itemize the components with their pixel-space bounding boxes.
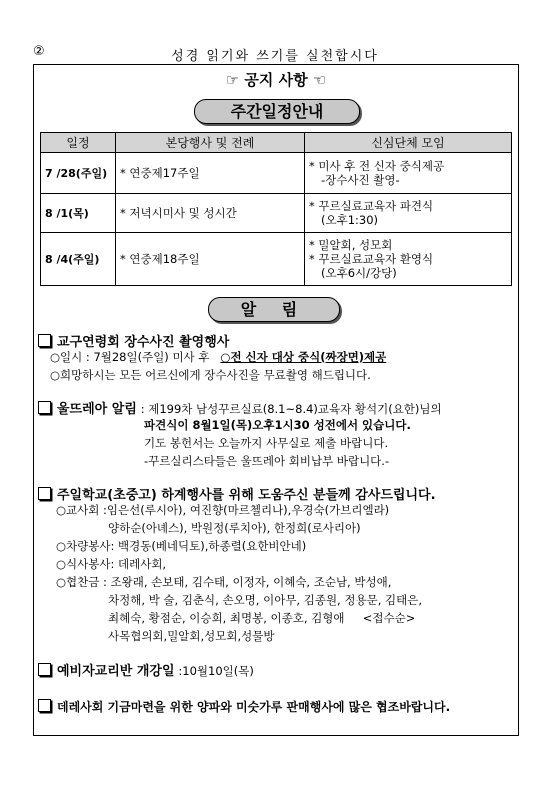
thanks-line: 차정해, 박 술, 김춘식, 손오명, 이아무, 김종원, 정용문, 김태은,: [108, 593, 422, 607]
checkbox-icon: [38, 487, 51, 500]
ultreya-line: -꾸르실리스타들은 울뜨레아 회비납부 바랍니다.-: [144, 454, 390, 468]
row-group: [305, 233, 512, 286]
group-line: -장수사진 촬영-: [321, 173, 400, 187]
row-date: 8 /1(목): [41, 194, 116, 233]
photo-note: ○희망하시는 모든 어르신에게 장수사진을 무료촬영 해드립니다.: [50, 368, 371, 382]
checkbox-icon: [38, 663, 51, 676]
group-line: * 미사 후 전 신자 중식제공: [309, 159, 445, 173]
thanks-line: ○교사회 :임은선(루시아), 여진향(마르첼리나),우경숙(가브리엘라): [56, 503, 390, 517]
row-group: [305, 153, 512, 194]
section-title: 예비자교리반 개강일: [57, 664, 175, 679]
col-header-event: 본당행사 및 전례: [116, 133, 305, 153]
section-title: 주일학교(초중고) 하계행사를 위해 도움주신 분들께 감사드립니다.: [57, 488, 436, 503]
row-event: * 연중제18주일: [116, 233, 305, 286]
row-date: 8 /4(주일): [41, 233, 116, 286]
section-thanks: [38, 484, 436, 503]
weekly-schedule-title: 주간일정안내: [194, 99, 360, 124]
section-teresa: [38, 698, 450, 715]
ultreya-line: : 제199차 남성꾸르실료(8.1~8.4)교육자 황석기(요한)님의: [140, 402, 442, 416]
section-photo-title: [38, 331, 229, 350]
col-header-group: 신심단체 모임: [305, 133, 512, 153]
checkbox-icon: [38, 334, 51, 347]
checkbox-icon: [38, 699, 51, 712]
donor-names: 최혜숙, 황점순, 이승희, 최명봉, 이종호, 김형애: [108, 611, 345, 625]
photo-date: ○일시 : 7월28일(주일) 미사 후: [50, 350, 210, 364]
row-date: 7 /28(주일): [41, 153, 116, 194]
order-note: <접수순>: [362, 611, 416, 625]
ultreya-line: 파견식이 8월1일(목)오후1시30 성전에서 있습니다.: [144, 418, 411, 432]
thanks-line: ○식사봉사: 데레사회,: [56, 557, 167, 571]
section-ultreya: [38, 398, 442, 417]
thanks-line: ○차량봉사: 백경동(베네딕토),하종렬(요한비안네): [56, 539, 307, 553]
table-row: [41, 153, 512, 194]
catechumen-date: :10월10일(목): [178, 664, 254, 678]
row-group: [305, 194, 512, 233]
col-header-date: 일정: [41, 133, 116, 153]
table-row: [41, 194, 512, 233]
section-title: 데레사회 기금마련을 위한 양파와 미숫가루 판매행사에 많은 협조바랍니다.: [57, 700, 451, 714]
announcement-title: 알 림: [208, 297, 340, 322]
section-photo-line: [50, 349, 386, 365]
section-title: 교구연령회 장수사진 촬영행사: [57, 335, 230, 350]
notice-title: ☞ 공지 사항 ☜: [225, 71, 327, 89]
page-header: 성경 읽기와 쓰기를 실천합시다: [171, 49, 379, 64]
thanks-line: [108, 610, 415, 626]
section-catechumen: [38, 660, 254, 679]
row-event: * 저녁시미사 및 성시간: [116, 194, 305, 233]
row-event: * 연중제17주일: [116, 153, 305, 194]
ultreya-line: 기도 봉헌서는 오늘까지 사무실로 제출 바랍니다.: [144, 436, 389, 450]
group-line: * 꾸르실료교육자 파견식: [309, 199, 434, 213]
page-number: ②: [33, 44, 45, 59]
thanks-line: 사목협의회,밀알회,성모회,성물방: [108, 629, 275, 643]
photo-lunch: ○전 신자 대상 중식(짜장면)제공: [220, 350, 387, 364]
thanks-line: ○협찬금 : 조왕래, 손보태, 김수태, 이정자, 이혜숙, 조순남, 박성애,: [56, 575, 392, 589]
table-row: [41, 233, 512, 286]
group-line: (오후6시/강당): [321, 266, 397, 280]
checkbox-icon: [38, 401, 51, 414]
group-line: (오후1:30): [321, 213, 379, 227]
schedule-table: [40, 132, 512, 286]
section-title: 울뜨레아 알림: [57, 402, 137, 417]
thanks-line: 양하순(아녜스), 박원정(루치아), 한정희(로사리아): [108, 521, 361, 535]
group-line: * 밀알회, 성모회: [309, 238, 393, 252]
bulletin-frame: [33, 64, 519, 736]
group-line: * 꾸르실료교육자 환영식: [309, 252, 434, 266]
